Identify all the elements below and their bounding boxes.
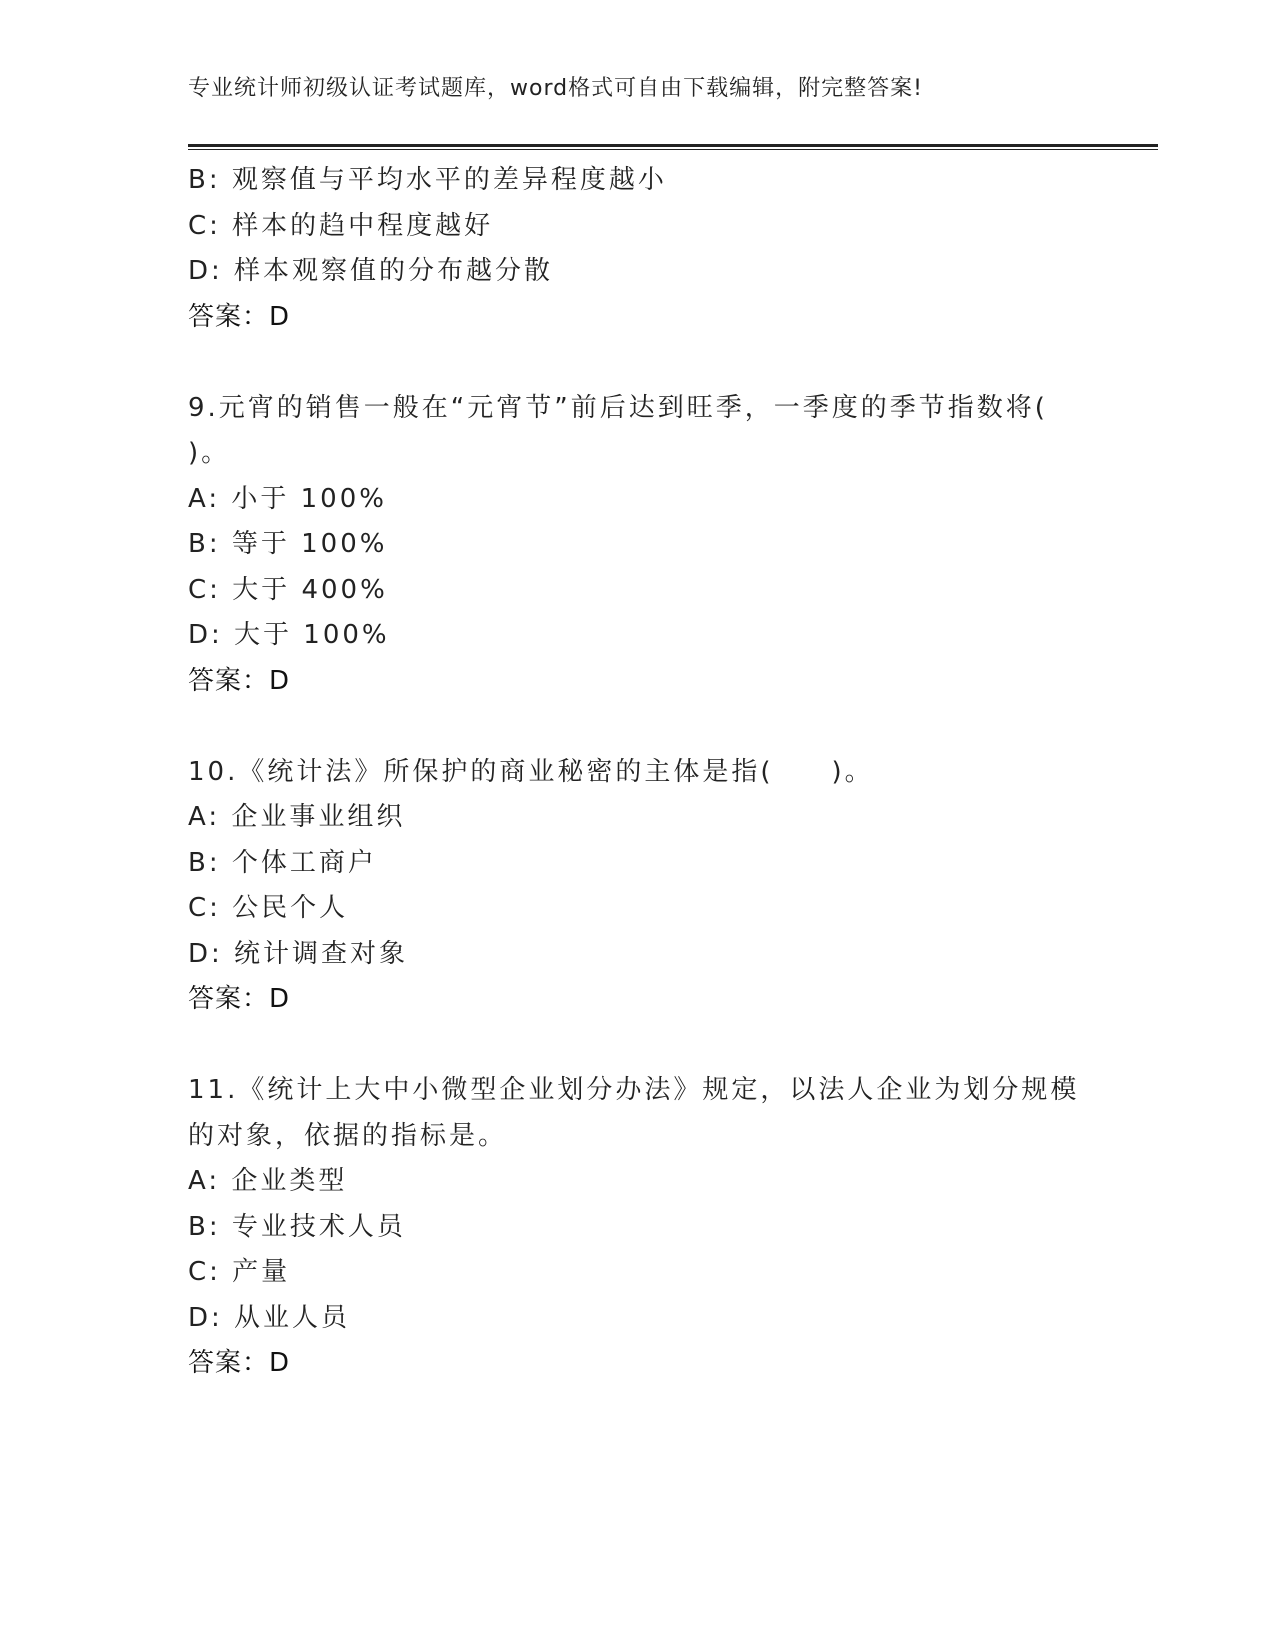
- question-11-text-line1: 11.《统计上大中小微型企业划分办法》规定，以法人企业为划分规模: [188, 1075, 1080, 1105]
- document-body: [188, 158, 1088, 1387]
- question-10-text: 10.《统计法》所保护的商业秘密的主体是指( )。: [188, 756, 874, 787]
- option-b: B: 等于 100%: [188, 529, 388, 559]
- question-9-block: [188, 386, 1088, 705]
- question-9-text-line1: 9.元宵的销售一般在“元宵节”前后达到旺季，一季度的季节指数将(: [188, 392, 1048, 423]
- option-c: C: 大于 400%: [188, 574, 388, 605]
- option-a: A: 企业事业组织: [188, 802, 406, 832]
- option-c: C: 产量: [188, 1257, 291, 1287]
- question-11-block: [188, 1068, 1088, 1387]
- answer-label: 答案：D: [188, 665, 291, 696]
- question-11-text-line2: 的对象，依据的指标是。: [188, 1120, 508, 1151]
- spacer: [188, 340, 1088, 386]
- answer-label: 答案：D: [188, 1348, 291, 1378]
- option-a: A: 小于 100%: [188, 483, 387, 514]
- answer-label: 答案：D: [188, 984, 291, 1014]
- header-rule-thin: [188, 149, 1158, 150]
- option-b: B: 个体工商户: [188, 847, 377, 878]
- option-b: B: 专业技术人员: [188, 1211, 406, 1242]
- question-10-block: [188, 750, 1088, 1023]
- prev-question-block: [188, 158, 1088, 340]
- option-d: D: 从业人员: [188, 1302, 351, 1333]
- option-a: A: 企业类型: [188, 1166, 348, 1196]
- option-d: D: 大于 100%: [188, 620, 390, 650]
- spacer: [188, 704, 1088, 750]
- option-d: D: 统计调查对象: [188, 938, 409, 969]
- option-d: D: 样本观察值的分布越分散: [188, 256, 554, 286]
- spacer: [188, 1023, 1088, 1069]
- answer-label: 答案：D: [188, 301, 291, 332]
- option-b: B: 观察值与平均水平的差异程度越小: [188, 165, 667, 195]
- option-c: C: 样本的趋中程度越好: [188, 210, 494, 241]
- document-header: 专业统计师初级认证考试题库，word格式可自由下载编辑，附完整答案!: [188, 76, 923, 101]
- option-c: C: 公民个人: [188, 893, 349, 923]
- header-rule-thick: [188, 144, 1158, 147]
- question-9-text-line2: )。: [188, 438, 231, 468]
